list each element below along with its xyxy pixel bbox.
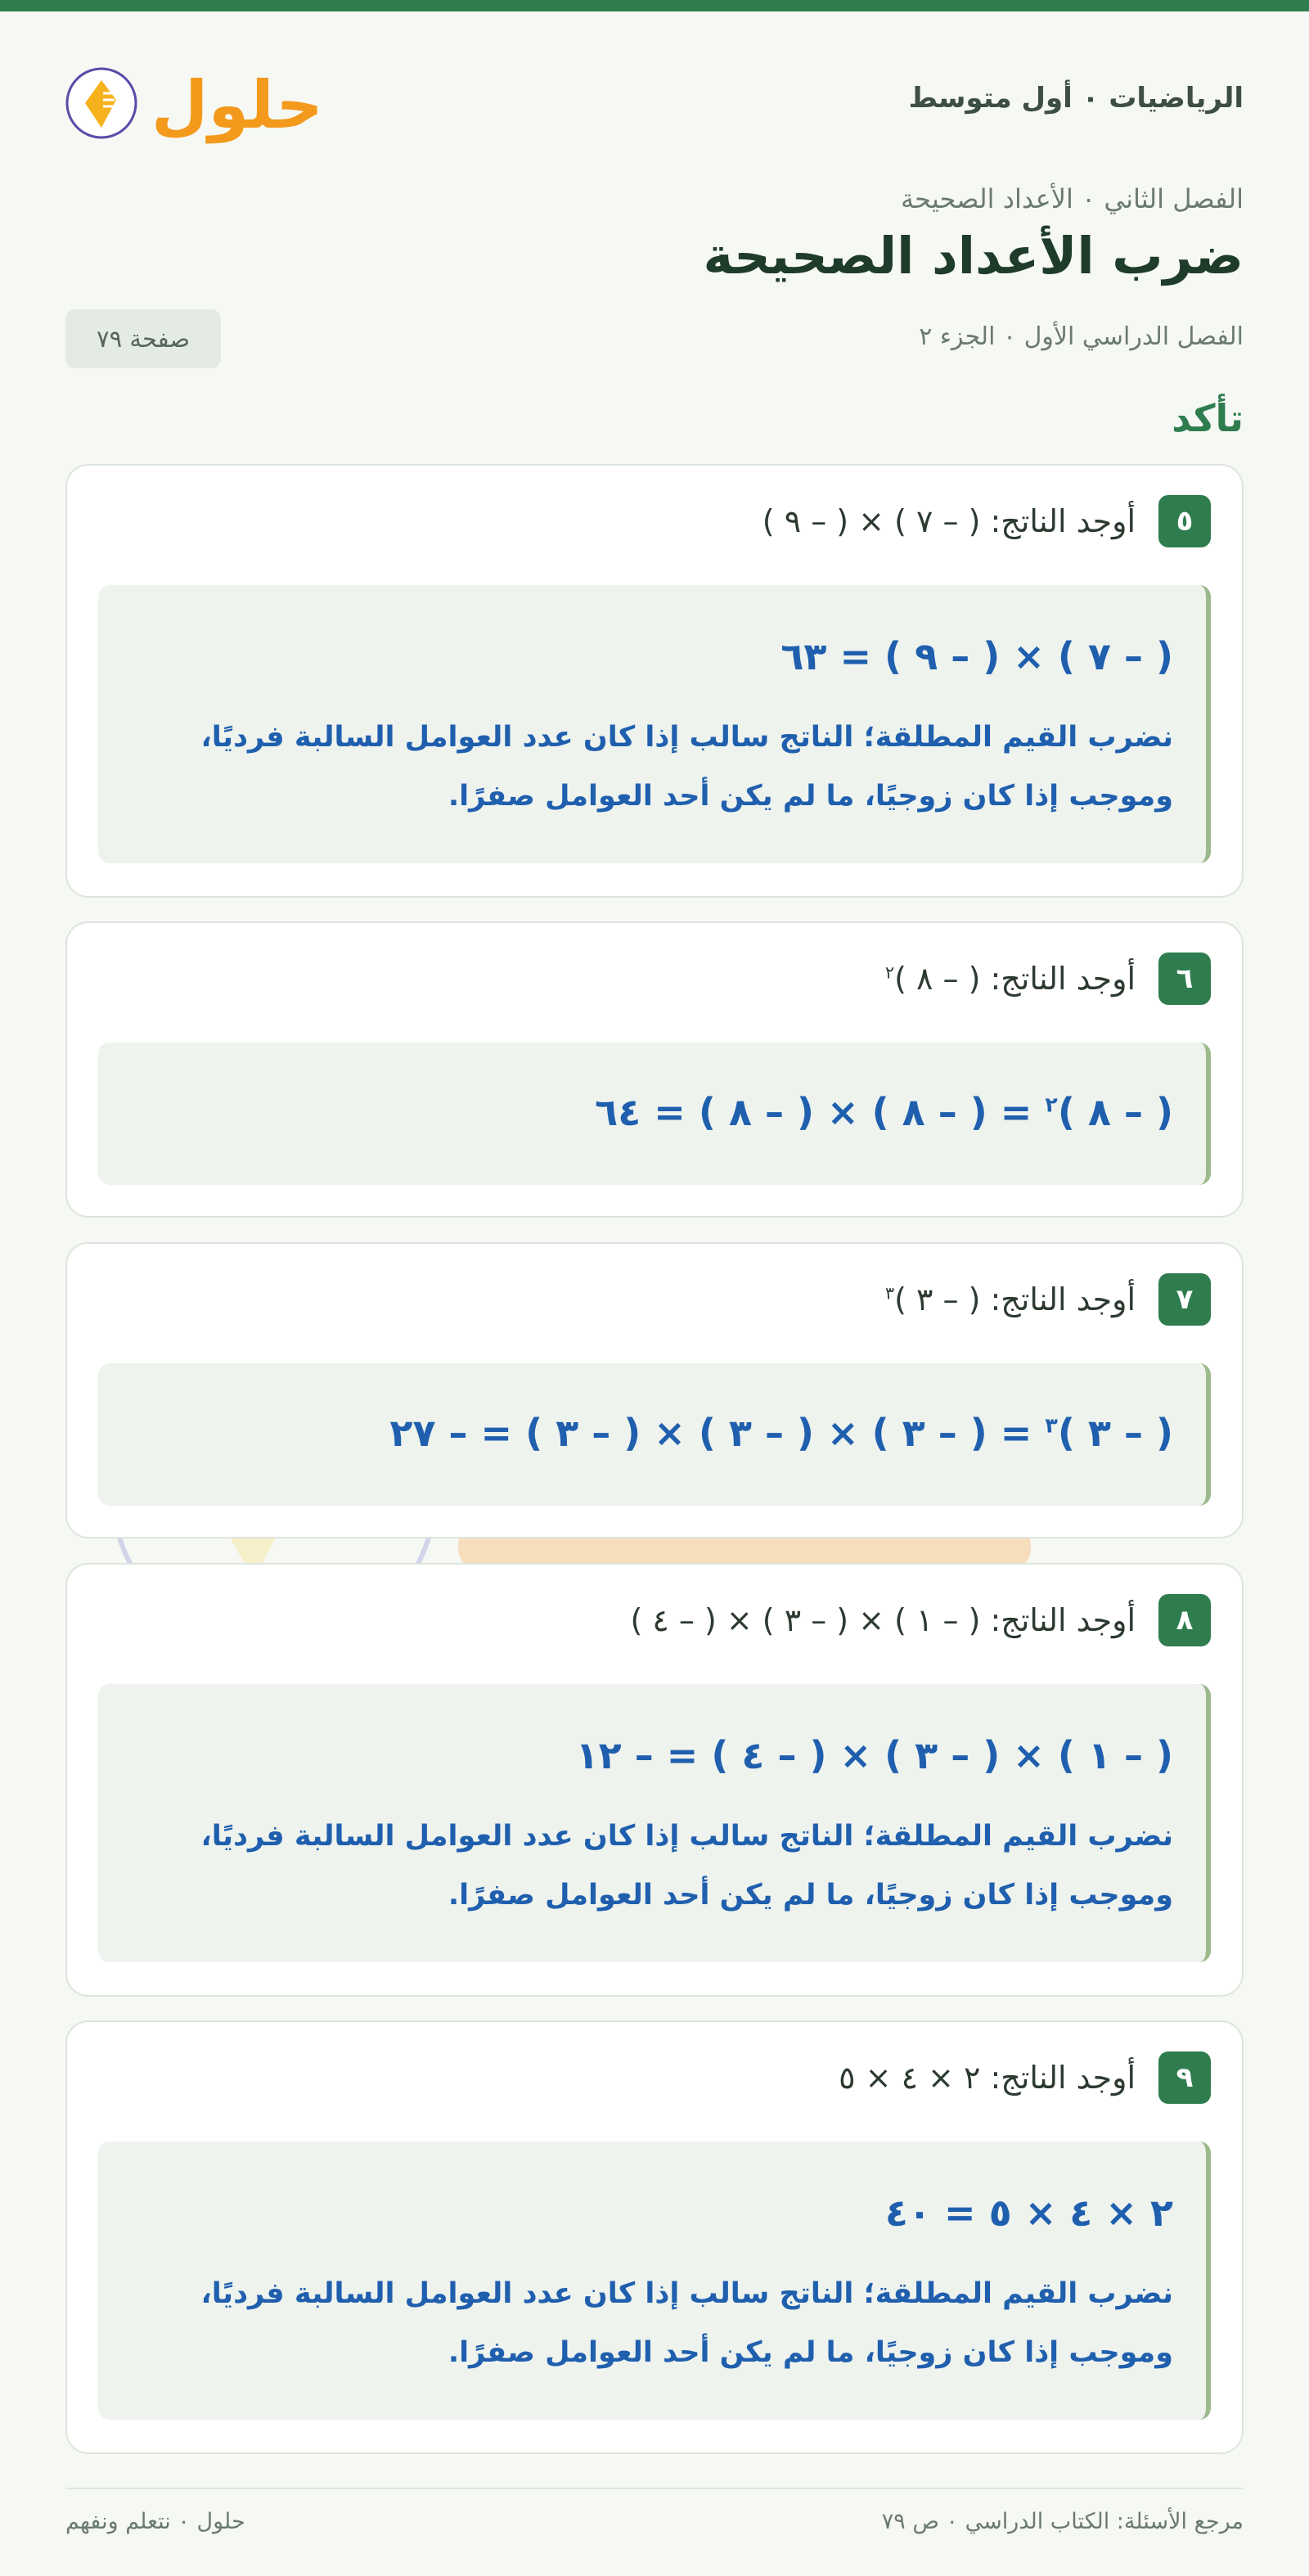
footer-brand[interactable]: حلول ٠ نتعلم ونفهم: [65, 2509, 245, 2534]
page-title: ضرب الأعداد الصحيحة: [703, 226, 1244, 286]
question-number-badge: ٧: [1158, 1273, 1211, 1326]
exponent: ٣: [884, 1283, 895, 1304]
prompt-text: أوجد الناتج: ( – ٨ ): [894, 961, 1136, 997]
section-heading: تأكد: [1172, 396, 1244, 440]
question-card: [65, 1563, 1244, 1997]
question-number-badge: ٨: [1158, 1594, 1211, 1646]
question-card: [65, 1242, 1244, 1538]
answer-expression: ( – ٧ ) × ( – ٩ ) = ٦٣: [780, 634, 1173, 678]
answer-base: ( – ٣ ): [1057, 1411, 1173, 1455]
explanation-line: نضرب القيم المطلقة؛ الناتج سالب إذا كان عدد العوامل السالبة فرديًا،: [200, 721, 1173, 754]
explanation-line: وموجب إذا كان زوجيًا، ما لم يكن أحد العوامل صفرًا.: [448, 1879, 1173, 1912]
answer-box: [98, 1043, 1211, 1185]
answer-rest: = ( – ٣ ) × ( – ٣ ) × ( – ٣ ) = – ٢٧: [389, 1411, 1046, 1455]
question-row: [762, 495, 1211, 547]
page-number-badge: صفحة ٧٩: [65, 309, 221, 368]
answer-expression: [595, 1090, 1173, 1134]
question-number-badge: ٩: [1158, 2051, 1211, 2104]
question-prompt: [885, 1281, 1136, 1317]
footer-divider: [65, 2488, 1244, 2489]
question-row: [885, 952, 1211, 1005]
question-row: [885, 1273, 1211, 1326]
question-prompt: أوجد الناتج: ( – ٧ ) × ( – ٩ ): [762, 503, 1136, 539]
subject-label: الرياضيات ٠ أول متوسط: [908, 82, 1244, 115]
answer-base: ( – ٨ ): [1057, 1090, 1173, 1134]
brand-logo-text: حلول: [151, 67, 323, 143]
explanation-line: وموجب إذا كان زوجيًا، ما لم يكن أحد العوامل صفرًا.: [448, 2336, 1173, 2369]
answer-expression: ٢ × ٤ × ٥ = ٤٠: [884, 2191, 1173, 2235]
explanation-line: وموجب إذا كان زوجيًا، ما لم يكن أحد العوامل صفرًا.: [448, 780, 1173, 813]
explanation-line: نضرب القيم المطلقة؛ الناتج سالب إذا كان عدد العوامل السالبة فرديًا،: [200, 1820, 1173, 1853]
answer-expression: ( – ١ ) × ( – ٣ ) × ( – ٤ ) = – ١٢: [575, 1733, 1173, 1777]
exponent: ٢: [1045, 1092, 1058, 1117]
footer-reference: مرجع الأسئلة: الكتاب الدراسي ٠ ص ٧٩: [881, 2509, 1244, 2534]
answer-explanation: [131, 708, 1173, 826]
answer-explanation: [131, 2264, 1173, 2382]
explanation-line: نضرب القيم المطلقة؛ الناتج سالب إذا كان عدد العوامل السالبة فرديًا،: [200, 2277, 1173, 2310]
page-header: [65, 11, 1244, 440]
question-prompt: أوجد الناتج: ٢ × ٤ × ٥: [839, 2060, 1136, 2096]
semester-label: الفصل الدراسي الأول ٠ الجزء ٢: [919, 322, 1244, 351]
answer-explanation: [131, 1807, 1173, 1925]
question-card: [65, 464, 1244, 898]
brand-logo-icon[interactable]: [65, 52, 323, 151]
top-accent-bar: [0, 0, 1309, 11]
question-prompt: [885, 961, 1136, 997]
exponent: ٣: [1045, 1413, 1058, 1438]
answer-box: [98, 585, 1211, 863]
answer-rest: = ( – ٨ ) × ( – ٨ ) = ٦٤: [595, 1090, 1046, 1134]
exponent: ٢: [884, 962, 895, 983]
answer-box: [98, 1684, 1211, 1962]
question-prompt: أوجد الناتج: ( – ١ ) × ( – ٣ ) × ( – ٤ ): [630, 1602, 1136, 1638]
question-card: [65, 921, 1244, 1218]
prompt-text: أوجد الناتج: ( – ٣ ): [894, 1281, 1136, 1317]
answer-expression: [389, 1411, 1173, 1455]
chapter-label: الفصل الثاني ٠ الأعداد الصحيحة: [901, 183, 1244, 214]
page-container: [65, 11, 1244, 2369]
question-number-badge: ٥: [1158, 495, 1211, 547]
question-number-badge: ٦: [1158, 952, 1211, 1005]
question-row: [839, 2051, 1211, 2104]
answer-box: [98, 2141, 1211, 2420]
answer-box: [98, 1363, 1211, 1506]
question-card: [65, 2020, 1244, 2454]
question-row: [630, 1594, 1211, 1646]
